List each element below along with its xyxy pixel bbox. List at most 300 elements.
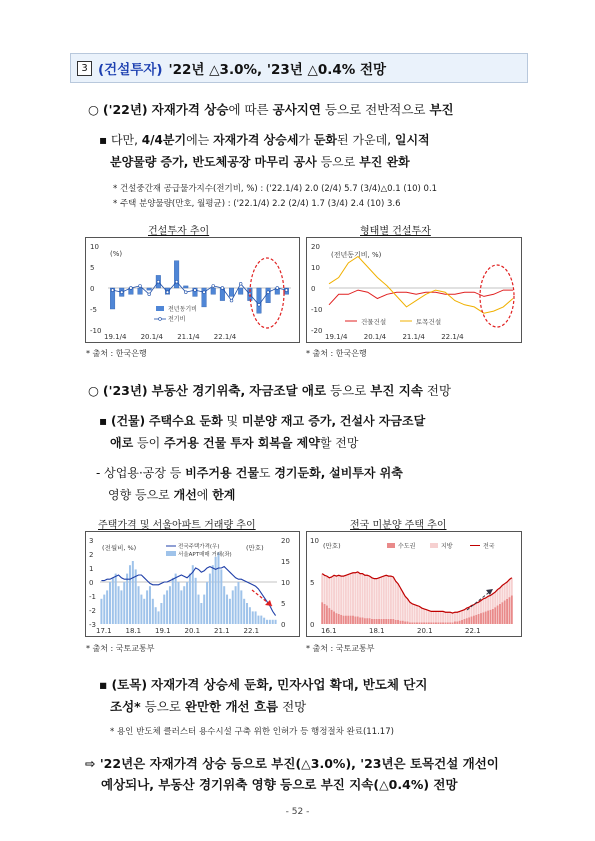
text: 등으로: [320, 155, 356, 169]
bar-regional: [473, 605, 475, 616]
bar: [166, 590, 168, 624]
text: 부진 완화: [359, 155, 410, 169]
text: 자재가격 상승세: [213, 133, 299, 147]
bar-capital: [366, 618, 368, 624]
x-tick-label: 20.1/4: [363, 333, 387, 341]
bar-capital: [421, 622, 423, 624]
bar-regional: [326, 576, 328, 605]
bar-regional: [321, 574, 323, 603]
bar: [149, 586, 151, 624]
bar-regional: [437, 611, 439, 622]
text: ,: [320, 466, 326, 480]
bullet-square: ▪: [99, 133, 108, 147]
bar: [103, 595, 105, 624]
point: [184, 291, 187, 294]
bar-capital: [452, 622, 454, 624]
bar-capital: [468, 617, 470, 624]
bar-capital: [369, 618, 371, 624]
bar-regional: [359, 574, 361, 618]
legend-label: 건물건설: [361, 318, 387, 326]
bar-capital: [456, 621, 458, 624]
text: 에는: [186, 133, 210, 147]
text: ,: [353, 677, 359, 692]
chart-title: 전국 미분양 주택 추이: [350, 520, 447, 531]
bar-capital: [418, 622, 420, 624]
bar: [160, 603, 162, 624]
bar-regional: [407, 599, 409, 622]
bar: [211, 288, 216, 294]
point: [194, 289, 197, 292]
legend-swatch: [156, 306, 164, 311]
y-tick-label: 10: [310, 537, 319, 545]
bar-regional: [357, 572, 359, 617]
bar: [275, 620, 277, 624]
bar-regional: [390, 576, 392, 619]
bar-regional: [366, 575, 368, 618]
bar-regional: [378, 578, 380, 619]
bar-regional: [471, 606, 473, 617]
y-tick-label-right: 10: [281, 579, 290, 587]
text: 공사지연: [272, 102, 321, 117]
point: [148, 293, 151, 296]
bar-capital: [376, 619, 378, 624]
bullet-square: ▪: [99, 677, 108, 692]
bar: [120, 590, 122, 624]
bar-capital: [331, 610, 333, 624]
y-tick-label-left: -1: [89, 593, 96, 601]
bar-regional: [475, 603, 477, 615]
y-tick-label: 10: [311, 264, 320, 272]
text: 에: [196, 488, 209, 502]
bar-capital: [494, 607, 496, 624]
text: 자금조달 애로: [249, 383, 327, 398]
bar-regional: [508, 579, 510, 597]
y-tick-label-left: 3: [89, 537, 94, 545]
bar-capital: [340, 615, 342, 624]
bar-capital: [338, 614, 340, 624]
text: 반도체 단지: [362, 677, 428, 692]
y-tick-label-left: -2: [89, 607, 96, 615]
bar: [106, 590, 108, 624]
bar-regional: [421, 608, 423, 622]
bar-capital: [480, 613, 482, 624]
bar-regional: [444, 612, 446, 622]
bar-capital: [399, 621, 401, 624]
point: [111, 289, 114, 292]
bar-capital: [392, 619, 394, 624]
legend-label: 수도권: [398, 543, 416, 550]
note: * 용인 반도체 클러스터 용수시설 구축 위한 인허가 등 행정절차 완료(11.17): [110, 727, 394, 737]
text: 둔화: [313, 133, 338, 147]
bar: [155, 607, 157, 624]
x-tick-label: 17.1: [96, 627, 112, 635]
bar-regional: [506, 582, 508, 599]
x-tick-label: 20.1/4: [140, 333, 164, 341]
point: [276, 287, 279, 290]
bar-regional: [430, 611, 432, 622]
bar-regional: [354, 573, 356, 617]
bar: [180, 590, 182, 624]
section1-sub-line1: [99, 131, 430, 148]
bar-capital: [437, 622, 439, 624]
bar: [143, 599, 145, 624]
y-tick-label: 5: [90, 264, 95, 272]
bar-regional: [371, 578, 373, 619]
bar: [203, 595, 205, 624]
text: 애로: [110, 436, 134, 450]
text: 비주거용 건물: [185, 466, 259, 480]
bar-regional: [411, 604, 413, 622]
x-tick-label: 18.1: [369, 627, 385, 635]
bar-capital: [471, 616, 473, 624]
bar-capital: [487, 611, 489, 624]
bar-capital: [492, 609, 494, 624]
y-tick-label: 0: [310, 621, 315, 629]
bar: [147, 288, 152, 290]
bar: [178, 582, 180, 624]
bar: [238, 288, 243, 294]
bar-regional: [492, 594, 494, 609]
bar-capital: [423, 622, 425, 624]
bar-capital: [378, 619, 380, 624]
bar-regional: [459, 611, 461, 620]
legend-label: 토목건설: [416, 318, 442, 326]
bar: [217, 553, 219, 624]
x-tick-label: 22.1/4: [213, 333, 237, 341]
bar: [197, 595, 199, 624]
x-tick-label: 22.1: [465, 627, 481, 635]
bar-capital: [473, 616, 475, 624]
section1-line: [88, 100, 454, 118]
text: 설비투자 위축: [329, 466, 403, 480]
bar-regional: [416, 606, 418, 623]
text: 부동산 경기위축: [151, 383, 241, 398]
bar-regional: [369, 576, 371, 618]
y-tick-label-right: 20: [281, 537, 290, 545]
bar-capital: [395, 620, 397, 624]
conclusion-line2: 예상되나, 부동산 경기위축 영향 등으로 부진 지속(△0.4%) 전망: [101, 777, 458, 792]
bar-capital: [383, 619, 385, 624]
bar-regional: [449, 612, 451, 622]
text: ,: [331, 414, 337, 428]
bar: [112, 578, 114, 624]
point: [285, 289, 288, 292]
bar-regional: [494, 592, 496, 607]
bar-capital: [362, 617, 364, 624]
bar-capital: [333, 611, 335, 624]
bar-capital: [490, 610, 492, 624]
bar-regional: [338, 575, 340, 614]
text: 민자사업 확대: [277, 677, 354, 692]
bar-capital: [511, 595, 513, 624]
text: 등으로 전반적으로: [324, 102, 426, 117]
text: 주거용 건물 투자 회복을 제약: [164, 436, 320, 450]
bar-regional: [452, 613, 454, 622]
bar: [123, 582, 125, 624]
bar-regional: [350, 574, 352, 616]
bar: [272, 620, 274, 624]
point: [267, 291, 270, 294]
bar-regional: [392, 577, 394, 619]
bar: [192, 565, 194, 624]
text: 일시적: [394, 133, 430, 147]
bar-regional: [362, 574, 364, 618]
unit-label-right: (만호): [246, 544, 264, 552]
bar: [169, 586, 171, 624]
section2-dash-line1: [96, 464, 403, 481]
x-tick-label: 19.1/4: [325, 333, 348, 341]
bar-regional: [345, 575, 347, 615]
bar-capital: [461, 620, 463, 624]
y-tick-label-left: 0: [89, 579, 94, 587]
text: 자재가격 상승: [151, 102, 229, 117]
text: 4/4분기: [141, 133, 187, 147]
x-tick-label: 19.1/4: [104, 333, 127, 341]
section1-sub-line2: [110, 153, 410, 170]
bar-regional: [433, 611, 435, 622]
bar-regional: [440, 611, 442, 622]
point: [129, 287, 132, 290]
bar-capital: [454, 621, 456, 624]
bar-capital: [409, 622, 411, 624]
bar: [118, 586, 120, 624]
text: 완만한 개선 흐름: [184, 699, 279, 714]
bar-regional: [504, 584, 506, 601]
bar-regional: [376, 579, 378, 619]
text: 경기둔화: [274, 466, 321, 480]
point: [139, 285, 142, 288]
x-tick-label: 16.1: [321, 627, 337, 635]
bar-capital: [385, 619, 387, 624]
text: 자재가격 상승세 둔화: [151, 677, 269, 692]
bar: [126, 574, 128, 624]
bar: [240, 590, 242, 624]
bar-capital: [354, 616, 356, 624]
bar: [252, 611, 254, 624]
bar-capital: [411, 622, 413, 624]
text: (건물): [110, 414, 146, 428]
bar: [243, 599, 245, 624]
bar-regional: [328, 578, 330, 608]
y-tick-label-left: -3: [89, 621, 96, 629]
legend-label: 전기비: [168, 316, 186, 323]
bar: [212, 565, 214, 624]
bar: [135, 569, 137, 624]
bar-capital: [416, 622, 418, 624]
bar-capital: [373, 619, 375, 624]
chart-construction-investment: [85, 237, 300, 343]
bar: [138, 288, 143, 294]
bar: [255, 611, 257, 624]
bar-regional: [404, 596, 406, 621]
bar-regional: [340, 576, 342, 615]
bar-capital: [428, 622, 430, 624]
text: 부진 지속: [370, 383, 423, 398]
point: [175, 280, 178, 283]
text: '22년은 자재가격 상승 등으로 부진(△3.0%), '23년은 토목건설 개선이: [99, 756, 499, 771]
legend-swatch: [387, 543, 395, 548]
bar: [266, 620, 268, 624]
conclusion-line1: [85, 754, 499, 772]
legend-label: 서울APT매매 거래(좌): [178, 552, 232, 558]
bar-regional: [482, 599, 484, 612]
y-tick-label: -20: [311, 327, 323, 335]
bullet-circle: ○: [88, 383, 99, 398]
bar-regional: [511, 578, 513, 596]
bar-regional: [331, 577, 333, 610]
bar-capital: [335, 613, 337, 624]
bullet-dash: -: [96, 466, 101, 480]
point: [120, 291, 123, 294]
bar-regional: [324, 575, 326, 604]
section3-sub-line1: [99, 675, 427, 693]
bar: [189, 574, 191, 624]
bar: [257, 616, 259, 624]
bar-capital: [440, 622, 442, 624]
bar-capital: [357, 616, 359, 624]
bar-regional: [397, 584, 399, 620]
bar-regional: [423, 609, 425, 622]
section1-lead: ('22년): [102, 102, 148, 117]
point: [221, 287, 224, 290]
legend-label: 전국: [483, 543, 495, 550]
note: * 주택 분양물량(만호, 월평균) : ('22.1/4) 2.2 (2/4) 1.7 (3/4) 2.4 (10) 3.6: [113, 199, 401, 209]
y-tick-label-right: 5: [281, 600, 286, 608]
section2-line: [88, 381, 451, 399]
bar: [249, 607, 251, 624]
text: 전망: [282, 699, 307, 714]
text: 가: [298, 133, 311, 147]
text: 된 가운데,: [337, 133, 392, 147]
bar: [266, 288, 271, 303]
bar-capital: [482, 612, 484, 624]
bar-capital: [504, 600, 506, 624]
bar: [232, 590, 234, 624]
bar-capital: [414, 622, 416, 624]
bar-capital: [343, 616, 345, 624]
text: 분양물량 증가, 반도체공장 마무리 공사: [110, 155, 317, 169]
bar-regional: [501, 585, 503, 602]
y-tick-label: -10: [311, 306, 323, 314]
chart-source: * 출처 : 국토교통부: [86, 644, 155, 653]
bar-regional: [463, 610, 465, 619]
bar-regional: [364, 575, 366, 618]
bar-regional: [352, 573, 354, 616]
bar-capital: [388, 619, 390, 624]
bar-regional: [380, 577, 382, 619]
text: 등이: [137, 436, 161, 450]
chart-construction-by-type: [306, 237, 522, 343]
bar: [163, 595, 165, 624]
legend-label: 전국주택가격(우): [178, 544, 220, 550]
bar-capital: [442, 622, 444, 624]
bar: [226, 595, 228, 624]
unit-label: (전년동기비, %): [331, 251, 382, 259]
section2-dash-line2: [108, 486, 235, 503]
unit-label: (%): [110, 250, 123, 258]
bar-regional: [343, 576, 345, 615]
bar-capital: [508, 597, 510, 624]
y-tick-label: 20: [311, 243, 320, 251]
bar-regional: [402, 592, 404, 621]
text: 조성*: [110, 699, 141, 714]
bar: [269, 620, 271, 624]
bar-capital: [402, 621, 404, 624]
bar: [220, 569, 222, 624]
chart-title: 형태별 건설투자: [360, 226, 431, 237]
legend-label: 전년동기비: [168, 306, 197, 313]
bar: [260, 616, 262, 624]
bar: [229, 599, 231, 624]
point: [212, 285, 215, 288]
bar-regional: [442, 611, 444, 622]
bar-regional: [480, 600, 482, 613]
bar: [158, 611, 160, 624]
bar-capital: [352, 616, 354, 624]
section3-sub-line2: [110, 697, 306, 715]
x-tick-label: 19.1: [155, 627, 171, 635]
x-tick-label: 20.1: [184, 627, 201, 635]
bar-regional: [428, 611, 430, 623]
y-tick-label: -5: [90, 306, 97, 314]
bar-regional: [388, 576, 390, 619]
bar-capital: [326, 606, 328, 624]
legend-label: 지방: [441, 543, 453, 550]
bar-regional: [461, 611, 463, 620]
section2-sub-line1: [99, 412, 425, 429]
bar-capital: [463, 619, 465, 624]
point: [166, 291, 169, 294]
bar-regional: [347, 574, 349, 615]
y-tick-label: 0: [90, 285, 95, 293]
bar-capital: [324, 604, 326, 624]
bar: [229, 288, 234, 296]
bar-capital: [506, 599, 508, 624]
y-tick-label-right: 15: [281, 558, 290, 566]
bar: [100, 599, 102, 624]
bar-regional: [335, 576, 337, 613]
y-tick-label: 10: [90, 243, 99, 251]
text: 한계: [212, 488, 236, 502]
point: [230, 299, 233, 302]
y-tick-label-left: 2: [89, 551, 94, 559]
bar: [209, 574, 211, 624]
section2-sub-line2: [110, 434, 358, 451]
bar-capital: [426, 622, 428, 624]
legend-swatch: [159, 318, 162, 321]
text: 건설사 자금조달: [339, 414, 426, 428]
point: [258, 303, 261, 306]
bar: [109, 582, 111, 624]
bar-capital: [347, 616, 349, 624]
bar: [152, 599, 154, 624]
chart-source: * 출처 : 한국은행: [86, 349, 147, 358]
bar-capital: [485, 611, 487, 624]
section-label: (건설투자): [98, 62, 163, 78]
text: 등으로: [144, 699, 181, 714]
x-tick-label: 20.1: [417, 627, 433, 635]
bar-regional: [418, 606, 420, 622]
bar-capital: [501, 602, 503, 624]
section2-lead: ('23년): [102, 383, 148, 398]
x-tick-label: 22.1/4: [441, 333, 464, 341]
point: [157, 280, 160, 283]
bar-regional: [499, 588, 501, 604]
text: 도: [258, 466, 271, 480]
bar-regional: [478, 602, 480, 614]
bar-capital: [371, 619, 373, 624]
series-line: [329, 257, 513, 314]
